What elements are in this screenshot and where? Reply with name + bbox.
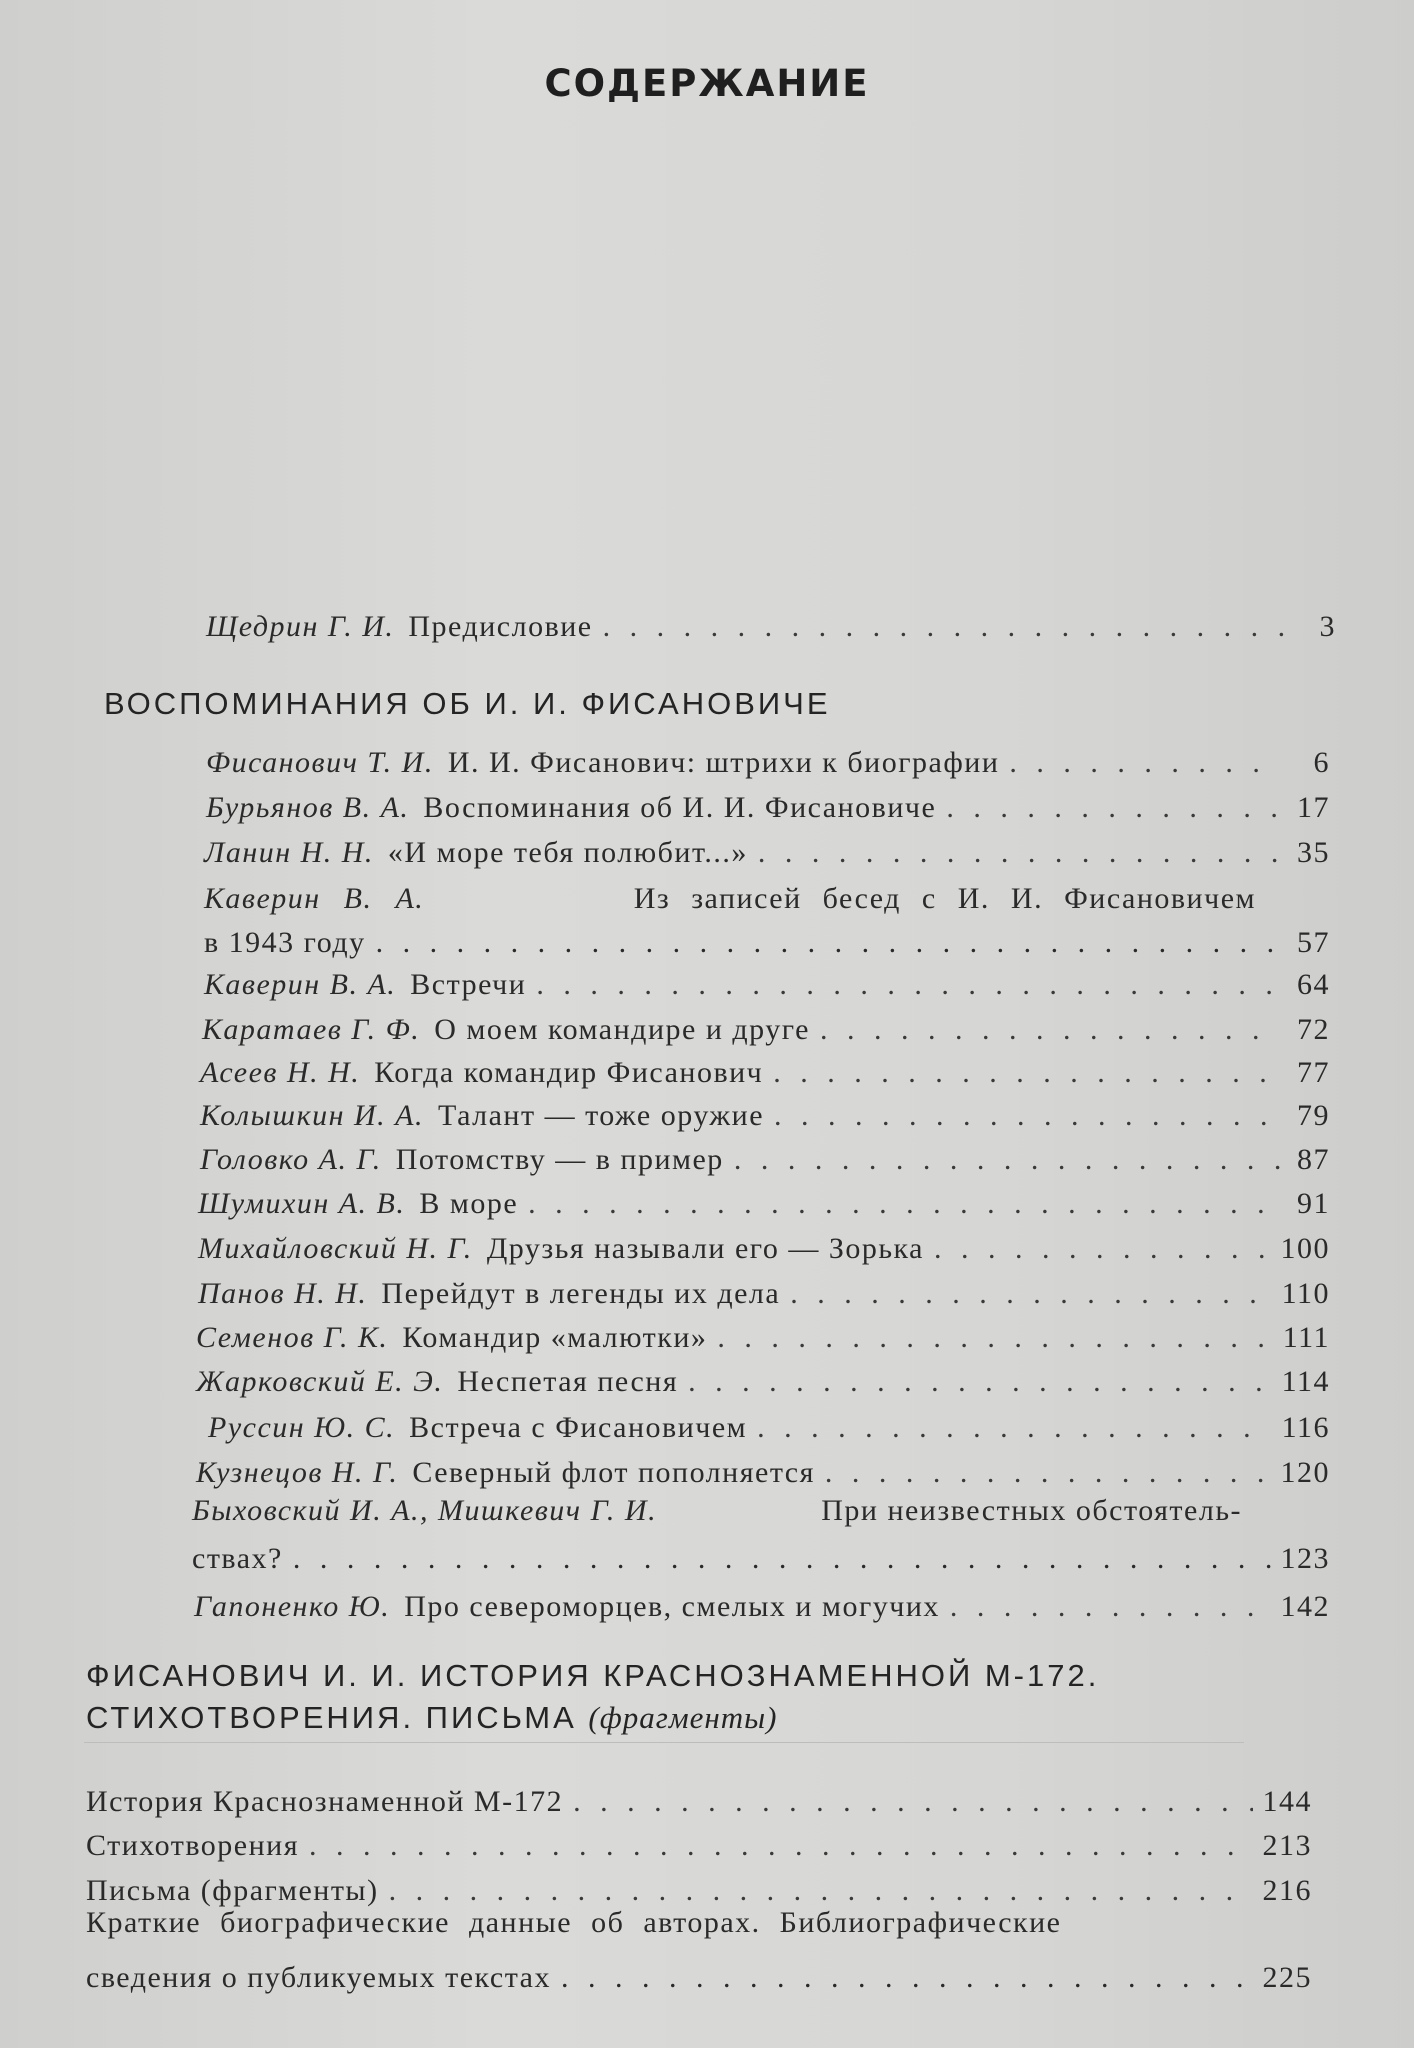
toc-entry (198, 1277, 1330, 1311)
section-heading-line1: ФИСАНОВИЧ И. И. ИСТОРИЯ КРАСНОЗНАМЕННОЙ М-172. (86, 1658, 1100, 1693)
entry-title: Потомству — в пример (395, 1143, 724, 1176)
toc-entry (204, 968, 1330, 1002)
toc-entry (208, 1411, 1330, 1445)
entry-title: Встречи (410, 968, 527, 1001)
entry-title: Встреча с Фисановичем (409, 1411, 748, 1444)
entry-page: 120 (1280, 1456, 1330, 1489)
entry-title: И. И. Фисанович: штрихи к биографии (447, 746, 1000, 779)
dot-leader (717, 1321, 1272, 1355)
dot-leader (773, 1056, 1280, 1090)
dot-leader (376, 926, 1287, 960)
entry-page: 114 (1281, 1365, 1330, 1398)
entry-page: 64 (1297, 968, 1330, 1001)
dot-leader (934, 1232, 1271, 1266)
section-heading-line2-row (86, 1700, 1099, 1736)
entry-title: Воспоминания об И. И. Фисановиче (423, 791, 937, 824)
entry-page: 79 (1297, 1099, 1330, 1132)
toc-entry (200, 1143, 1330, 1177)
entry-title: Друзья называли его — Зорька (486, 1232, 924, 1265)
entry-page: 91 (1297, 1187, 1330, 1220)
entry-page: 213 (1262, 1829, 1312, 1862)
entry-page: 110 (1281, 1277, 1330, 1310)
entry-author: Панов Н. Н. (198, 1277, 368, 1310)
entry-title: «И море тебя полюбит...» (387, 836, 748, 869)
entry-title: О моем командире и друге (434, 1013, 810, 1046)
entry-title: Неспетая песня (457, 1365, 679, 1398)
dot-leader (528, 1187, 1280, 1221)
dot-leader (820, 1013, 1280, 1047)
dot-leader (758, 836, 1280, 870)
dot-leader (536, 968, 1280, 1002)
entry-author: Асеев Н. Н. (200, 1056, 361, 1089)
entry-author: Ланин Н. Н. (204, 836, 374, 869)
entry-author: Колышкин И. А. (200, 1099, 424, 1132)
entry-author: Каверин В. А. (204, 968, 397, 1001)
dot-leader (790, 1277, 1271, 1311)
toc-entry (202, 1013, 1330, 1047)
entry-title: Письма (фрагменты) (86, 1874, 379, 1907)
entry-page: 72 (1297, 1013, 1330, 1046)
entry-author: Головко А. Г. (200, 1143, 382, 1176)
toc-entry-preface (206, 610, 1336, 644)
entry-author: Бурьянов В. А. (206, 791, 410, 824)
entry-page: 77 (1297, 1056, 1330, 1089)
entry-page: 216 (1262, 1874, 1312, 1907)
entry-author: Семенов Г. К. (196, 1321, 389, 1354)
toc-entry (200, 1099, 1330, 1133)
entry-author: Каверин В. А. (204, 882, 425, 915)
toc-entry (198, 1232, 1330, 1266)
toc-entry (206, 746, 1330, 780)
toc-entry (198, 1187, 1330, 1221)
entry-author: Фисанович Т. И. (206, 746, 434, 779)
entry-author: Руссин Ю. С. (208, 1411, 396, 1444)
dot-leader (950, 1590, 1271, 1624)
section-heading-line2: СТИХОТВОРЕНИЯ. ПИСЬМА (86, 1700, 577, 1735)
entry-title: В море (419, 1187, 519, 1220)
entry-title-line1: Из записей бесед с И. И. Фисановичем (633, 882, 1256, 915)
entry-page: 142 (1280, 1590, 1330, 1623)
entry-title-line2: ствах? (192, 1542, 283, 1575)
entry-author: Жарковский Е. Э. (196, 1365, 444, 1398)
dot-leader (688, 1365, 1271, 1399)
dot-leader (603, 610, 1286, 644)
entry-author: Щедрин Г. И. (206, 610, 395, 643)
dot-leader (293, 1542, 1271, 1576)
dot-leader (561, 1961, 1253, 1996)
section-heading-memoirs: ВОСПОМИНАНИЯ ОБ И. И. ФИСАНОВИЧЕ (104, 686, 831, 721)
entry-title: Северный флот пополняется (412, 1456, 815, 1489)
entry-page: 100 (1280, 1232, 1330, 1265)
entry-page: 17 (1297, 791, 1330, 824)
entry-page: 111 (1282, 1321, 1330, 1354)
section-heading-fragments: (фрагменты) (588, 1700, 778, 1735)
toc-entry-multiline (192, 1494, 1330, 1576)
entry-author: Гапоненко Ю. (194, 1590, 391, 1623)
entry-page: 87 (1297, 1143, 1330, 1176)
entry-page: 123 (1280, 1542, 1330, 1575)
entry-title-line2: сведения о публикуемых текстах (86, 1960, 551, 1994)
dot-leader (389, 1874, 1253, 1908)
entry-title: История Краснознаменной М-172 (86, 1785, 564, 1818)
entry-title-line2: в 1943 году (204, 926, 366, 959)
toc-entry (196, 1321, 1330, 1355)
divider (84, 1742, 1244, 1743)
dot-leader (946, 791, 1280, 825)
toc-entry (200, 1056, 1330, 1090)
toc-entry-multiline (204, 882, 1330, 960)
entry-title: Стихотворения (86, 1829, 300, 1862)
dot-leader (825, 1456, 1271, 1490)
entry-author: Быховский И. А., Мишкевич Г. И. (192, 1494, 658, 1527)
entry-page: 35 (1297, 836, 1330, 869)
section-heading-history (86, 1658, 1099, 1736)
dot-leader (774, 1099, 1280, 1133)
page-title: СОДЕРЖАНИЕ (544, 62, 870, 105)
toc-entry (206, 791, 1330, 825)
entry-title: Командир «малютки» (402, 1321, 708, 1354)
entry-page: 116 (1281, 1411, 1330, 1444)
entry-page: 3 (1319, 610, 1336, 643)
entry-author: Кузнецов Н. Г. (196, 1456, 399, 1489)
entry-author: Михайловский Н. Г. (198, 1232, 473, 1265)
entry-author: Шумихин А. В. (198, 1187, 406, 1220)
entry-title: Предисловие (408, 610, 593, 643)
entry-title: Про североморцев, смелых и могучих (404, 1590, 940, 1623)
entry-title-line1: При неизвестных обстоятель- (821, 1494, 1242, 1527)
entry-page: 57 (1297, 926, 1330, 959)
entry-page: 6 (1313, 746, 1330, 779)
entry-title: Когда командир Фисанович (374, 1056, 764, 1089)
toc-entry (86, 1850, 1312, 1908)
entry-author: Каратаев Г. Ф. (202, 1013, 421, 1046)
dot-leader (757, 1411, 1271, 1445)
dot-leader (1009, 746, 1280, 780)
entry-title-line1: Краткие биографические данные об авторах. Библиографические (86, 1906, 1062, 1939)
entry-title: Перейдут в легенды их дела (381, 1277, 781, 1310)
toc-entry-multiline (86, 1906, 1312, 1995)
toc-entry (196, 1365, 1330, 1399)
toc-entry (194, 1590, 1330, 1624)
toc-entry (196, 1456, 1330, 1490)
entry-page: 144 (1262, 1785, 1312, 1818)
dot-leader (734, 1143, 1280, 1177)
entry-page: 225 (1262, 1960, 1312, 1994)
entry-title: Талант — тоже оружие (437, 1099, 765, 1132)
toc-entry (204, 836, 1330, 870)
